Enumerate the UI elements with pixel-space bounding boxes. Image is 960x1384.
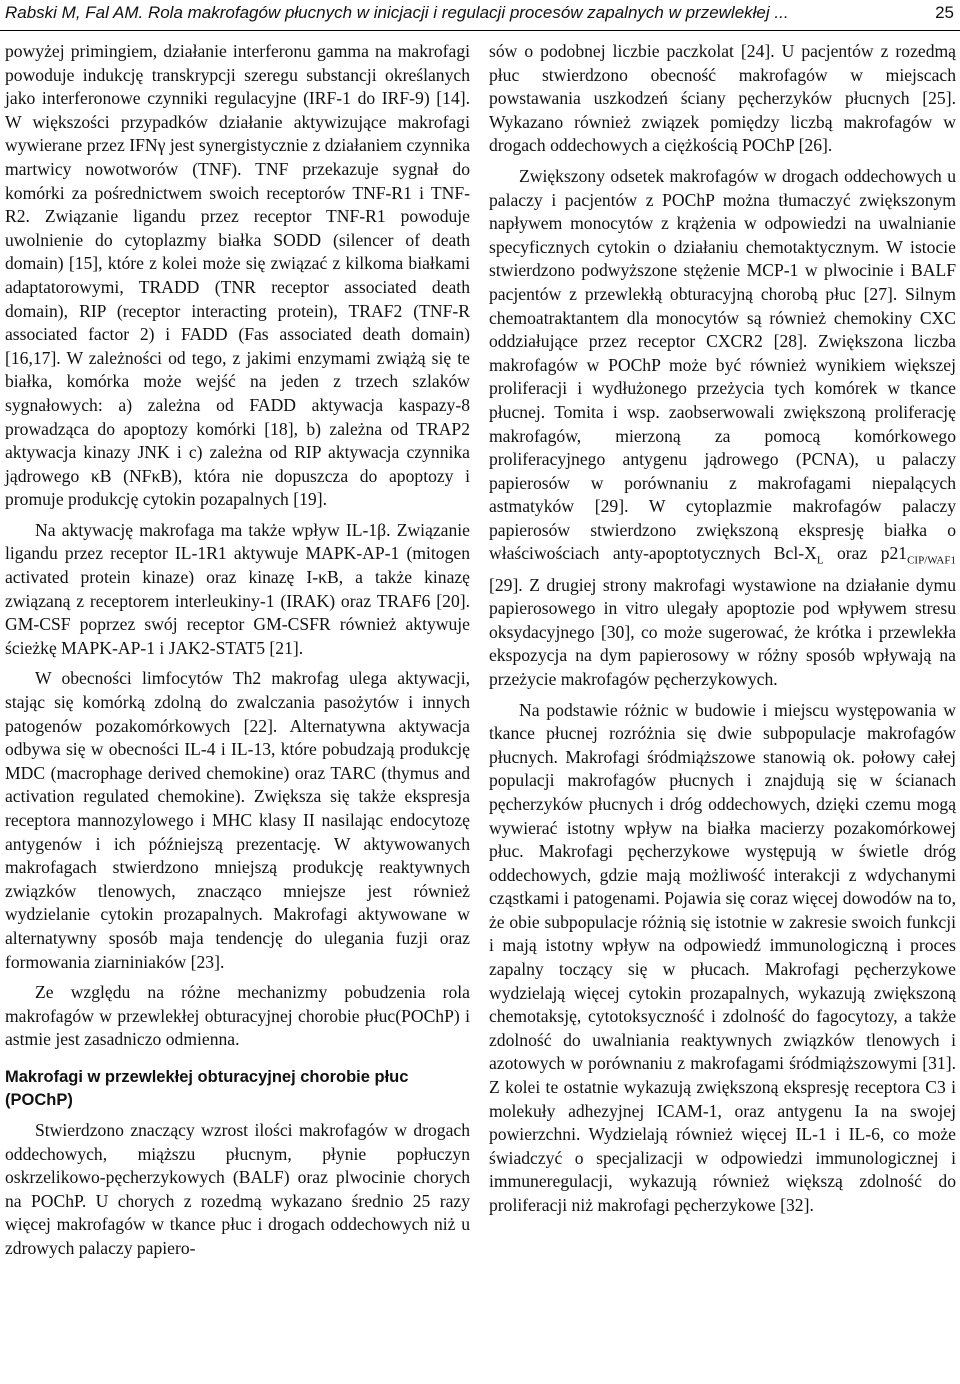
paragraph-tnf-signaling: powyżej primingiem, działanie interferonu gamma na makrofagi powoduje indukcję transkrypcji szeregu substancji określanych jako interferonowe czynniki regulacyjne (IRF-1 do IRF-9) [14]. W większości przypadków działanie aktywizujące makrofagi wywierane przez IFNγ jest synergistycznie z działaniem czynnika martwicy nowotworów (TNF). TNF przekazuje sygnał do komórki za pośrednictwem swoich receptorów TNF-R1 i TNF-R2. Związanie ligandu przez receptor TNF-R1 powoduje uwolnienie do cytoplazmy białka SODD (silencer of death domain) [15], które z kolei może się związać z kilkoma białkami adaptatorowymi, TRADD (TNR receptor associated death domain), RIP (receptor interacting protein), TRAF2 (TNF-R associated factor 2) i FADD (Fas associated death domain) [16,17]. W zależności od tego, z jakimi enzymami zwiążą się te białka, komórka może wejść na jeden z trzech szlaków sygnałowych: a) zależna od FADD aktywacja kaspazy-8 prowadząca do apoptozy komórki [18], b) zależna od TRAP2 aktywacja kinazy JNK i c) zależna od RIP aktywacja czynnika jądrowego κB (NFκB), która nie dopuszcza do apoptozy i promuje produkcję cytokin pozapalnych [19]. [5,41,470,510]
page-number: 25 [935,3,954,22]
text-run: Zwiększony odsetek makrofagów w drogach oddechowych u palaczy i pacjentów z POChP można tłumaczyć zwiększonym napływem monocytów z krążenia w odpowiedzi na uwalnianie specyficznych cytokin o działaniu chemotaktycznym. W istocie stwierdzono podwyższone stężenie MCP-1 w plwocinie i BALF pacjentów z przewlekłą obturacyjną chorobą płuc [27]. Silnym chemoatraktantem dla monocytów są również chemokiny CXC oddziałujące przez receptor CXCR2 [28]. Zwiększona liczba makrofagów w POChP może być również wynikiem większej proliferacji i wydłużonego przeżycia tych komórek w tkance płucnej. Tomita i wsp. zaobserwowali zwiększoną proliferację makrofagów, mierzoną za pomocą komórkowego proliferacyjnego antygenu jądrowego (PCNA), u palaczy papierosów w porównaniu z makrofagami niepalących astmatyków [29]. W cytoplazmie makrofagów palaczy papierosów stwierdzono zwiększoną ekspresję białka o właściwościach anty-apoptotycznych Bcl-X [489,165,956,564]
paragraph-emphysema-continuation: sów o podobnej liczbie paczkolat [24]. U pacjentów z rozedmą płuc stwierdzono obecność makrofagów w miejscach powstawania uszkodzeń ściany pęcherzyków płucnych [25]. Wykazano również związek pomiędzy liczbą makrofagów w drogach oddechowych a ciężkością POChP [26]. [489,41,956,156]
paragraph-th2-alternative-activation: W obecności limfocytów Th2 makrofag ulega aktywacji, stając się komórką zdolną do zwalczania pasożytów i innych patogenów pozakomórkowych [22]. Alternatywna aktywacja odbywa się w obecności IL-4 i IL-13, które pobudzają produkcję MDC (macrophage derived chemokine) oraz TARC (thymus and activation regulated chemokine). Zwiększa się także ekspresja receptora mannozylowego i MHC klasy II nasilając endocytozę antygenów i ich późniejszą prezentację. W aktywowanych makrofagach stwierdzono mniejszą produkcję reaktywnych związków tlenowych, znacząco mniejsze jest również wydzielanie cytokin prozapalnych. Makrofagi aktywowane w alternatywny sposób maja tendencję do ulegania fuzji oraz formowania ziarniniaków [23]. [5,668,470,972]
paragraph-macrophage-subpopulations: Na podstawie różnic w budowie i miejscu występowania w tkance płucnej rozróżnia się dwie subpopulacje makrofagów płucnych. Makrofagi śródmiąższowe stanowią ok. połowy całej populacji makrofagów płucnych i znajdują się w ścianach pęcherzyków płucnych i dróg oddechowych, dzięki czemu mogą wywierać istotny wpływ na białka macierzy pozakomórkowej płuc. Makrofagi pęcherzykowe występują w świetle dróg oddechowych, gdzie mają możliwość interakcji z wdychanymi cząstkami i patogenami. Pojawia się coraz więcej dowodów na to, że obie subpopulacje różnią się istotnie w zakresie swoich funkcji i mają istotny wpływ na odpowiedź immunologiczną i proces zapalny toczący się w płucach. Makrofagi pęcherzykowe wydzielają więcej cytokin prozapalnych, wykazują zwiększoną chemotaksję, cytotoksyczność i zdolność do fagocytozy, a także zdolność do uwalniania reaktywnych związków tlenowych i azotowych w porównaniu z makrofagami śródmiąższowymi [31]. Z kolei te ostatnie wykazują zwiększoną ekspresję receptora C3 i molekuły adhezyjnej ICAM-1, oraz antygenu Ia na swojej powierzchni. Wydzielają również więcej IL-1 i IL-6, co może świadczyć o specjalizacji w odpowiedzi immunologicznej i immuneregulacji, wykazują również większą zdolność do proliferacji niż makrofagi pęcherzykowe [32]. [489,699,956,1216]
subscript-l: L [816,554,824,567]
paragraph-il1-activation: Na aktywację makrofaga ma także wpływ IL-1β. Związanie ligandu przez receptor IL-1R1 aktywuje MAPK-AP-1 (mitogen activated protein kinaze) oraz kinazę I-κB, a także kinazę związaną z receptorem interleukiny-1 (IRAK) oraz TRAF6 [20]. GM-CSF poprzez swój receptor GM-CSFR również aktywuje ścieżkę MAPK-AP-1 i JAK2-STAT5 [21]. [5,519,470,658]
left-column [5,40,470,1261]
running-title: Rabski M, Fal AM. Rola makrofagów płucnych w inicjacji i regulacji procesów zapalnych w przewlekłej ... [5,3,789,22]
text-run: [29]. Z drugiej strony makrofagi wystawione na działanie dymu papierosowego in vitro ulegały apoptozie pod wpływem stresu oksydacyjnego [30], co może sugerować, że krótka i przewlekła ekspozycja na dym papierosowy w różny sposób wpływają na przeżycie makrofagów pęcherzykowych. [489,574,956,689]
text-run: oraz p21 [823,543,908,564]
paragraph-copd-macrophage-increase: Stwierdzono znaczący wzrost ilości makrofagów w drogach oddechowych, miąższu płucnym, płynie popłuczyn oskrzelikowo-pęcherzykowych (BALF) oraz plwocinie chorych na POChP. U chorych z rozedmą wykazano średnio 25 razy więcej makrofagów w tkance płuc i drogach oddechowych niż u zdrowych palaczy papiero- [5,1119,470,1258]
paragraph-monocyte-influx [489,165,956,692]
paragraph-copd-asthma-role: Ze względu na różne mechanizmy pobudzenia rola makrofagów w przewlekłej obturacyjnej chorobie płuc(POChP) i astmie jest zasadniczo odmienna. [5,982,470,1050]
right-column [489,40,956,1218]
subscript-cip-waf1: CIP/WAF1 [907,554,956,567]
running-header [0,0,960,31]
section-heading-copd: Makrofagi w przewlekłej obturacyjnej chorobie płuc (POChP) [5,1067,409,1109]
